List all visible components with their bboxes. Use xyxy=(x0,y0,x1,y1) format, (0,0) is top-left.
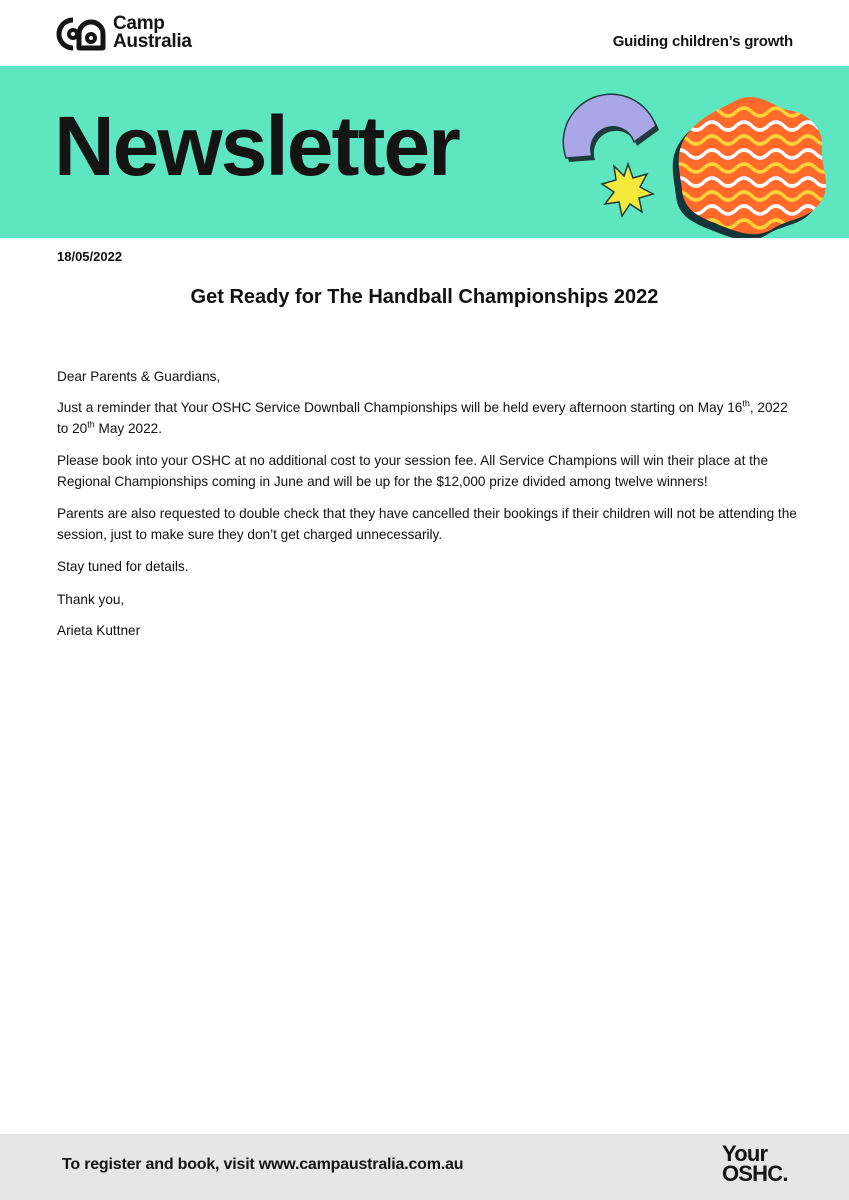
star-shape xyxy=(602,164,653,216)
footer-bar xyxy=(0,1134,849,1200)
closing: Thank you, xyxy=(57,592,125,607)
signature: Arieta Kuttner xyxy=(57,623,141,638)
greeting: Dear Parents & Guardians, xyxy=(57,369,221,384)
camp-australia-logo[interactable] xyxy=(53,14,203,56)
paragraph-booking: Please book into your OSHC at no additional cost to your session fee. All Service Champions will win their place at the Regional Championships coming in June and will be up for the $12,000 prize divided among twelve winners! xyxy=(57,453,769,489)
decorative-shapes-icon xyxy=(552,90,832,238)
paragraph-cancellation: Parents are also requested to double check that they have cancelled their bookings if their children will not be attending the session, just to make sure they don’t get charged unnecessarily. xyxy=(57,506,797,542)
paragraph-reminder xyxy=(57,397,802,439)
arc-shape xyxy=(563,94,656,158)
top-header xyxy=(0,0,849,66)
newsletter-banner xyxy=(0,66,849,238)
your-oshc-logo[interactable] xyxy=(722,1141,788,1186)
footer-logo-line-1: Your xyxy=(722,1141,768,1166)
reminder-text-c: May 2022. xyxy=(94,421,163,436)
footer-logo-line-2: OSHC. xyxy=(722,1161,788,1186)
ordinal-suffix-1: th xyxy=(742,398,750,409)
logo-line-2: Australia xyxy=(113,31,192,52)
reminder-text-b: , 2022 to 20 xyxy=(57,400,788,436)
footer-register-link[interactable]: To register and book, visit www.campaustralia.com.au xyxy=(62,1156,464,1173)
reminder-text-a: Just a reminder that Your OSHC Service Downball Championships will be held every afternoon starting on May 16 xyxy=(57,400,743,415)
letter-headline: Get Ready for The Handball Championships 2022 xyxy=(190,286,659,308)
tagline: Guiding children’s growth xyxy=(612,33,793,50)
camp-australia-logo-icon xyxy=(53,14,109,54)
logo-wordmark xyxy=(113,15,192,51)
ordinal-suffix-2: th xyxy=(87,419,95,430)
letter-date: 18/05/2022 xyxy=(57,249,123,264)
paragraph-stay-tuned: Stay tuned for details. xyxy=(57,559,189,574)
banner-title: Newsletter xyxy=(54,99,459,193)
logo-line-1: Camp xyxy=(113,13,165,34)
